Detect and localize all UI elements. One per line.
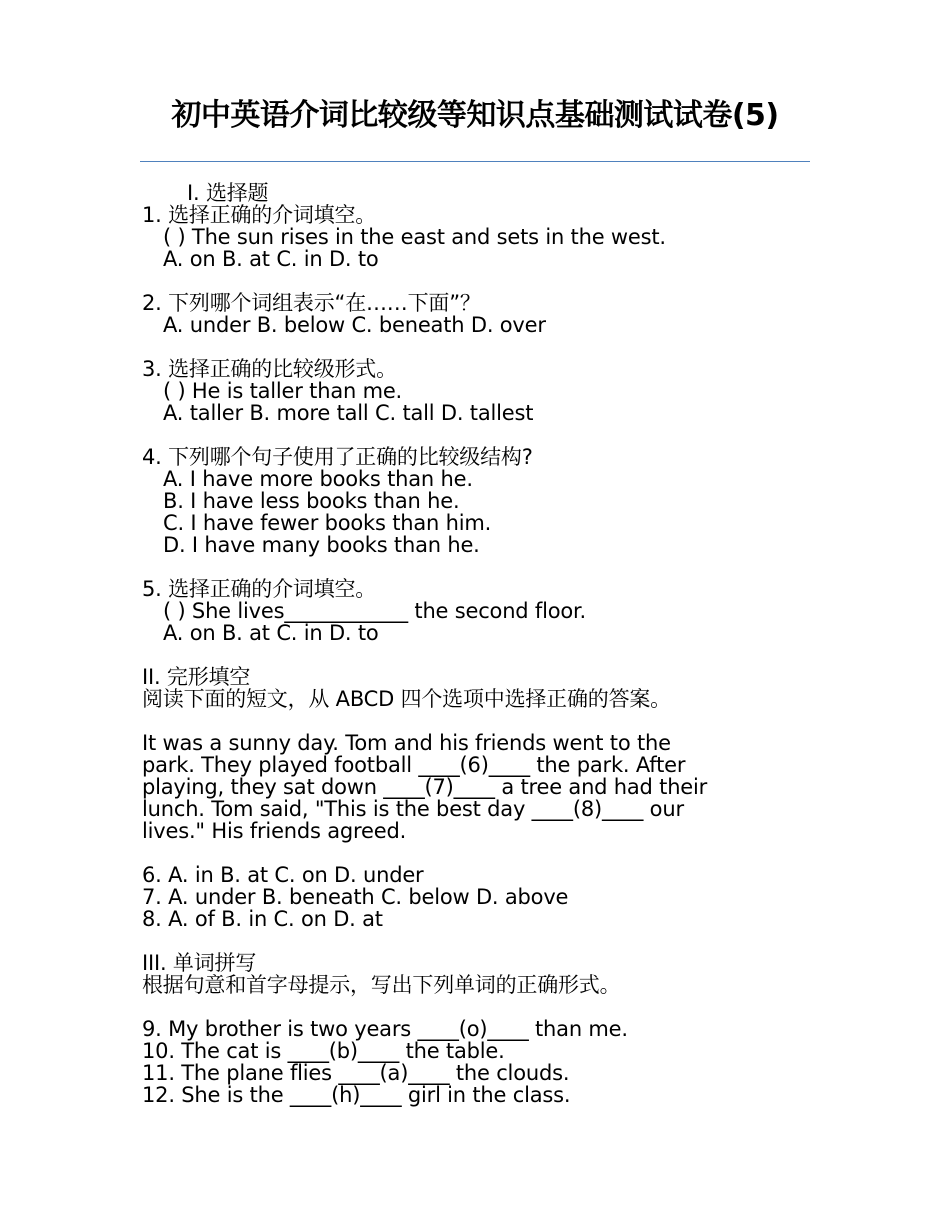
q4-stem: 4. 下列哪个句子使用了正确的比较级结构? — [142, 445, 533, 469]
title-underline — [140, 161, 810, 162]
q2-stem: 2. 下列哪个词组表示“在……下面”？ — [142, 291, 481, 315]
spacer — [142, 710, 822, 732]
passage-line: lives." His friends agreed. — [142, 819, 407, 843]
q11: 11. The plane flies ____(a)____ the clouds. — [142, 1061, 570, 1085]
q6-options: 6. A. in B. at C. on D. under — [142, 863, 424, 887]
spacer — [142, 424, 822, 446]
q9: 9. My brother is two years ____(o)____ than me. — [142, 1017, 628, 1041]
q1-stem: 1. 选择正确的介词填空。 — [142, 203, 377, 227]
q1-sentence: ( ) The sun rises in the east and sets in the west. — [163, 225, 666, 249]
section2-heading: II. 完形填空 — [142, 665, 251, 689]
q5-stem: 5. 选择正确的介词填空。 — [142, 577, 377, 601]
cloze-passage — [142, 732, 822, 842]
section3-heading: III. 单词拼写 — [142, 951, 257, 975]
spacer — [142, 336, 822, 358]
q7-options: 7. A. under B. beneath C. below D. above — [142, 885, 569, 909]
passage-line: playing, they sat down ____(7)____ a tree and had their — [142, 775, 708, 799]
q5-options: A. on B. at C. in D. to — [163, 621, 379, 645]
q3-sentence: ( ) He is taller than me. — [163, 379, 403, 403]
section2-instruction: 阅读下面的短文，从 ABCD 四个选项中选择正确的答案。 — [142, 687, 671, 711]
q1-options: A. on B. at C. in D. to — [163, 247, 379, 271]
q10: 10. The cat is ____(b)____ the table. — [142, 1039, 505, 1063]
q3-stem: 3. 选择正确的比较级形式。 — [142, 357, 397, 381]
q4-option-b: B. I have less books than he. — [163, 489, 460, 513]
q5-sentence: ( ) She lives____________ the second floor. — [163, 599, 587, 623]
spacer — [142, 556, 822, 578]
q4-option-a: A. I have more books than he. — [163, 467, 473, 491]
spacer — [142, 930, 822, 952]
spacer — [142, 996, 822, 1018]
spacer — [142, 270, 822, 292]
q3-options: A. taller B. more tall C. tall D. tallest — [163, 401, 534, 425]
q8-options: 8. A. of B. in C. on D. at — [142, 907, 383, 931]
passage-line: It was a sunny day. Tom and his friends went to the — [142, 731, 671, 755]
q4-option-d: D. I have many books than he. — [163, 533, 480, 557]
section1-heading: I. 选择题 — [187, 181, 269, 205]
passage-line: park. They played football ____(6)____ the park. After — [142, 753, 686, 777]
page-title: 初中英语介词比较级等知识点基础测试试卷(5) — [171, 98, 779, 133]
passage-line: lunch. Tom said, "This is the best day ____(8)____ our — [142, 797, 684, 821]
spacer — [142, 644, 822, 666]
q12: 12. She is the ____(h)____ girl in the class. — [142, 1083, 571, 1107]
spacer — [142, 842, 822, 864]
q2-options: A. under B. below C. beneath D. over — [163, 313, 546, 337]
document-body — [142, 182, 822, 1106]
q4-option-c: C. I have fewer books than him. — [163, 511, 492, 535]
section3-instruction: 根据句意和首字母提示，写出下列单词的正确形式。 — [142, 973, 621, 997]
